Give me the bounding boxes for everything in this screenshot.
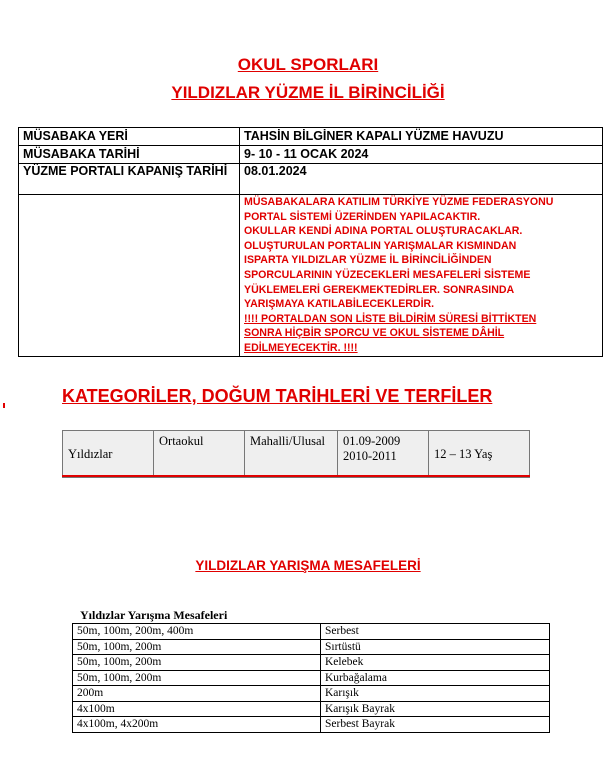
- style-cell: Karışık: [321, 686, 550, 702]
- note-line: SPORCULARININ YÜZECEKLERİ MESAFELERİ SİSTEME: [244, 268, 531, 281]
- venue-label: MÜSABAKA YERİ: [19, 128, 240, 146]
- table-row: [73, 639, 550, 655]
- warning-line: !!!! PORTALDAN SON LİSTE BİLDİRİM SÜRESİ BİTTİKTEN: [244, 312, 537, 325]
- margin-mark: [3, 403, 5, 408]
- style-cell: Sırtüstü: [321, 639, 550, 655]
- distance-cell: 200m: [73, 686, 321, 702]
- table-row: [73, 701, 550, 717]
- table-row: [73, 670, 550, 686]
- table-row: [19, 128, 603, 146]
- warning-line: SONRA HİÇBİR SPORCU VE OKUL SİSTEME DÂHİL: [244, 327, 505, 340]
- venue-value: TAHSİN BİLGİNER KAPALI YÜZME HAVUZU: [240, 128, 603, 146]
- category-cell: Yıldızlar: [63, 431, 154, 478]
- birth-date-line: 2010-2011: [343, 449, 397, 463]
- categories-heading: KATEGORİLER, DOĞUM TARİHLERİ VE TERFİLER: [62, 386, 493, 406]
- note-line: PORTAL SİSTEMİ ÜZERİNDEN YAPILACAKTIR.: [244, 210, 481, 223]
- note-line: YARIŞMAYA KATILABİLECEKLERDİR.: [244, 298, 435, 311]
- distances-heading: YILDIZLAR YARIŞMA MESAFELERİ: [195, 558, 421, 573]
- note-line: OLUŞTURULAN PORTALIN YARIŞMALAR KISMINDAN: [244, 239, 517, 252]
- table-row: [73, 686, 550, 702]
- table-row: [63, 431, 530, 478]
- school-cell: Ortaokul: [154, 431, 245, 478]
- distance-cell: 50m, 100m, 200m: [73, 639, 321, 655]
- date-label: MÜSABAKA TARİHİ: [19, 146, 240, 164]
- empty-cell: [19, 195, 240, 357]
- note-line: ISPARTA YILDIZLAR YÜZME İL BİRİNCİLİĞİNDEN: [244, 254, 492, 267]
- age-cell: 12 – 13 Yaş: [429, 431, 530, 478]
- style-cell: Kelebek: [321, 655, 550, 671]
- distances-table: [72, 623, 550, 733]
- level-cell: Mahalli/Ulusal: [245, 431, 338, 478]
- style-cell: Kurbağalama: [321, 670, 550, 686]
- participation-note: [240, 195, 603, 357]
- portal-closing-value: 08.01.2024: [240, 164, 603, 195]
- table-row: [73, 655, 550, 671]
- note-line: MÜSABAKALARA KATILIM TÜRKİYE YÜZME FEDERASYONU: [244, 196, 554, 208]
- distance-cell: 4x100m: [73, 701, 321, 717]
- birth-date-line: 01.09-2009: [343, 434, 401, 448]
- distances-caption: Yıldızlar Yarışma Mesafeleri: [80, 608, 228, 622]
- categories-table: [62, 430, 530, 478]
- table-row: [73, 717, 550, 733]
- distance-cell: 50m, 100m, 200m: [73, 655, 321, 671]
- note-line: OKULLAR KENDİ ADINA PORTAL OLUŞTURACAKLAR.: [244, 225, 523, 238]
- table-row: [73, 624, 550, 640]
- table-row: [19, 164, 603, 195]
- competition-info-table: [18, 127, 603, 357]
- birth-dates-cell: [338, 431, 429, 478]
- style-cell: Serbest Bayrak: [321, 717, 550, 733]
- distance-cell: 50m, 100m, 200m, 400m: [73, 624, 321, 640]
- portal-closing-label: YÜZME PORTALI KAPANIŞ TARİHİ: [19, 164, 240, 195]
- distance-cell: 50m, 100m, 200m: [73, 670, 321, 686]
- date-value: 9- 10 - 11 OCAK 2024: [240, 146, 603, 164]
- document-subtitle: YILDIZLAR YÜZME İL BİRİNCİLİĞİ: [171, 83, 445, 102]
- red-underline: [62, 475, 530, 477]
- table-row: [19, 195, 603, 357]
- note-line: YÜKLEMELERİ GEREKMEKTEDİRLER. SONRASINDA: [244, 283, 515, 296]
- warning-line: EDİLMEYECEKTİR. !!!!: [244, 341, 358, 354]
- document-title: OKUL SPORLARI: [237, 55, 379, 74]
- table-row: [19, 146, 603, 164]
- style-cell: Serbest: [321, 624, 550, 640]
- distance-cell: 4x100m, 4x200m: [73, 717, 321, 733]
- style-cell: Karışık Bayrak: [321, 701, 550, 717]
